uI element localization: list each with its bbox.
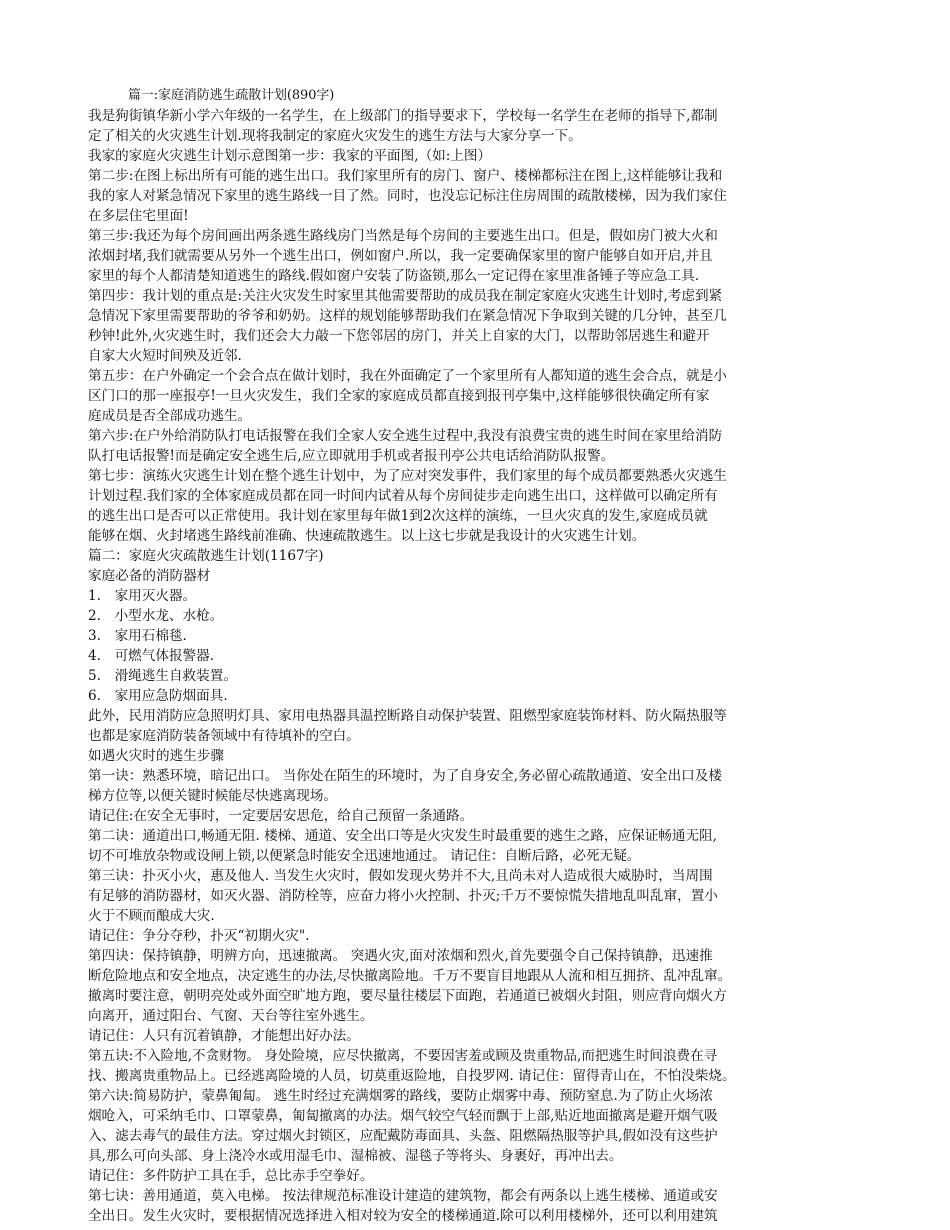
text-line: 烟呛入，可采纳毛巾、口罩蒙鼻，匍匐撤离的办法。烟气较空气轻而飘于上部,贴近地面撤离是避开烟气吸 <box>88 1108 718 1124</box>
text-line: 我是狗街镇华新小学六年级的一名学生，在上级部门的指导要求下，学校每一名学生在老师的指导下,都制 <box>88 108 718 124</box>
text-line: 第四步：我计划的重点是:关注火灾发生时家里其他需要帮助的成员我在制定家庭火灾逃生计划时,考虑到紧 <box>88 288 723 304</box>
text-line: 断危险地点和安全地点，决定逃生的办法,尽快撤离险地。千万不要盲目地跟从人流和相互拥挤、乱冲乱窜。 <box>88 968 732 984</box>
text-line: 家里的每个人都清楚知道逃生的路线.假如窗户安装了防盗锁,那么一定记得在家里准备锤子等应急工具. <box>88 268 700 284</box>
text-line: 庭成员是否全部成功逃生。 <box>88 408 252 424</box>
text-line: 第四诀：保持镇静，明辨方向，迅速撤离。 突遇火灾,面对浓烟和烈火,首先要强令自己保持镇静，迅速推 <box>88 948 713 964</box>
text-line: 1. 家用灭火器。 <box>88 588 197 604</box>
text-line: 请记住:在安全无事时，一定要居安思危，给自己预留一条通路。 <box>88 808 474 824</box>
text-line: 撤离时要注意，朝明亮处或外面空旷地方跑，要尽量往楼层下面跑，若通道已被烟火封阻，则应背向烟火方 <box>88 988 727 1004</box>
text-line: 请记住：人只有沉着镇静，才能想出好办法。 <box>88 1028 360 1044</box>
text-line: 3. 家用石棉毯. <box>88 628 187 644</box>
text-line: 区门口的那一座报亭!一旦火灾发生，我们全家的家庭成员都直接到报刊亭集中,这样能够很快确定所有家 <box>88 388 710 404</box>
text-line: 在多层住宅里面! <box>88 208 189 224</box>
text-line: 5. 滑绳逃生自救装置。 <box>88 668 237 684</box>
text-line: 第五步：在户外确定一个会合点在做计划时，我在外面确定了一个家里所有人都知道的逃生会合点，就是小 <box>88 368 727 384</box>
text-line: 我家的家庭火灾逃生计划示意图第一步：我家的平面图,（如:上图） <box>88 148 492 164</box>
document-title: 篇一:家庭消防逃生疏散计划(890字) <box>128 88 335 103</box>
text-line: 2. 小型水龙、水枪。 <box>88 608 224 624</box>
text-line: 全出日。发生火灾时，要根据情况选择进入相对较为安全的楼梯通道.除可以利用楼梯外，还可以利用建筑 <box>88 1208 718 1224</box>
text-line: 第一诀：熟悉环境，暗记出口。 当你处在陌生的环境时，为了自身安全,务必留心疏散通道、安全出口及楼 <box>88 768 722 784</box>
text-line: 4. 可燃气体报警器. <box>88 648 215 664</box>
text-line: 能够在烟、火封堵逃生路线前准确、快速疏散逃生。以上这七步就是我设计的火灾逃生计划。 <box>88 528 646 544</box>
text-line: 梯方位等,以便关键时候能尽快逃离现场。 <box>88 788 338 804</box>
text-line: 队打电话报警!而是确定安全逃生后,应立即就用手机或者报刊亭公共电话给消防队报警。 <box>88 448 615 464</box>
text-line: 6. 家用应急防烟面具. <box>88 688 228 704</box>
text-line: 此外，民用消防应急照明灯具、家用电热器具温控断路自动保护装置、阻燃型家庭装饰材料、防火隔热服等 <box>88 708 727 724</box>
text-line: 入、滤去毒气的最佳方法。穿过烟火封锁区，应配戴防毒面具、头盔、阻燃隔热服等护具,假如没有这些护 <box>88 1128 718 1144</box>
text-line: 请记住：多件防护工具在手，总比赤手空拳好。 <box>88 1168 374 1184</box>
text-line: 浓烟封堵,我们就需要从另外一个逃生出口，例如窗户.所以，我一定要确保家里的窗户能够自如开启,并且 <box>88 248 713 264</box>
text-line: 急情况下家里需要帮助的爷爷和奶奶。这样的规划能够帮助我们在紧急情况下争取到关键的几分钟，甚至几 <box>88 308 727 324</box>
text-line: 的逃生出口是否可以正常使用。我计划在家里每年做1到2次这样的演练，一旦火灾真的发生,家庭成员就 <box>88 508 708 524</box>
document-body <box>88 86 858 1226</box>
text-line: 第六步:在户外给消防队打电话报警在我们全家人安全逃生过程中,我没有浪费宝贵的逃生时间在家里给消防 <box>88 428 723 444</box>
text-line: 有足够的消防器材，如灭火器、消防栓等，应奋力将小火控制、扑灭;千万不要惊慌失措地乱叫乱窜，置小 <box>88 888 718 904</box>
text-line: 计划过程.我们家的全体家庭成员都在同一时间内试着从每个房间徒步走向逃生出口，这样做可以确定所有 <box>88 488 718 504</box>
text-line: 第三步:我还为每个房间画出两条逃生路线房门当然是每个房间的主要逃生出口。但是，假如房门被大火和 <box>88 228 718 244</box>
text-line: 第七诀：善用通道，莫入电梯。 按法律规范标准设计建造的建筑物，都会有两条以上逃生楼梯、通道或安 <box>88 1188 718 1204</box>
text-line: 请记住：争分夺秒，扑灭“初期火灾". <box>88 928 310 944</box>
text-line: 定了相关的火灾逃生计划.现将我制定的家庭火灾发生的逃生方法与大家分享一下。 <box>88 128 582 144</box>
text-line: 火于不顾而酿成大灾. <box>88 908 215 924</box>
text-line: 第六诀:简易防护，蒙鼻匍匐。 逃生时经过充满烟雾的路线，要防止烟雾中毒、预防窒息.为了防止火场浓 <box>88 1088 713 1104</box>
text-line: 第二步:在图上标出所有可能的逃生出口。我们家里所有的房门、窗户、楼梯都标注在图上,这样能够让我和 <box>88 168 723 184</box>
text-line: 第五诀:不入险地,不贪财物。 身处险境，应尽快撤离，不要因害羞或顾及贵重物品,而把逃生时间浪费在寻 <box>88 1048 718 1064</box>
text-line: 秒钟!此外,火灾逃生时，我们还会大力敲一下您邻居的房门，并关上自家的大门，以帮助邻居逃生和避开 <box>88 328 710 344</box>
text-line: 如遇火灾时的逃生步骤 <box>88 748 224 764</box>
text-line: 第七步：演练火灾逃生计划在整个逃生计划中，为了应对突发事件，我们家里的每个成员都要熟悉火灾逃生 <box>88 468 727 484</box>
text-line: 第二诀：通道出口,畅通无阻. 楼梯、通道、安全出口等是火灾发生时最重要的逃生之路，应保证畅通无阻, <box>88 828 717 844</box>
text-line: 具,那么可向头部、身上浇冷水或用湿毛巾、湿棉被、湿毯子等将头、身裹好，再冲出去。 <box>88 1148 623 1164</box>
text-line: 家庭必备的消防器材 <box>88 568 211 584</box>
text-line: 向离开，通过阳台、气窗、天台等往室外逃生。 <box>88 1008 374 1024</box>
text-line: 自家大火短时间殃及近邻. <box>88 348 242 364</box>
text-line: 切不可堆放杂物或设闸上锁,以便紧急时能安全迅速地通过。 请记住：自断后路，必死无疑。 <box>88 848 641 864</box>
text-line: 找、搬离贵重物品上。已经逃离险境的人员，切莫重返险地，自投罗网. 请记住：留得青山在，不怕没柴烧。 <box>88 1068 736 1084</box>
text-line: 我的家人对紧急情况下家里的逃生路线一目了然。同时，也没忘记标注住房周围的疏散楼梯，因为我们家住 <box>88 188 727 204</box>
text-line: 也都是家庭消防装备领域中有待填补的空白。 <box>88 728 360 744</box>
text-line: 篇二：家庭火灾疏散逃生计划(1167字) <box>88 548 324 564</box>
text-line: 第三诀：扑灭小火，惠及他人. 当发生火灾时，假如发现火势并不大,且尚未对人造成很大威胁时，当周围 <box>88 868 713 884</box>
